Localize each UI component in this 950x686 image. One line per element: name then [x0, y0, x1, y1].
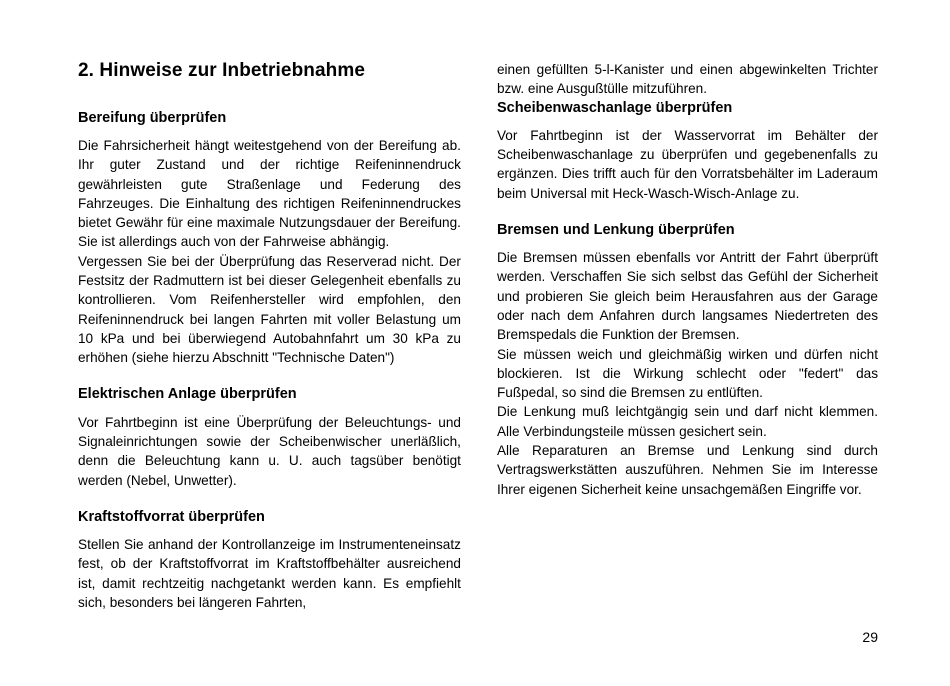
right-column [497, 60, 878, 499]
section-bremsen-und-lenkung [497, 221, 878, 499]
section-heading: Kraftstoffvorrat überprüfen [78, 508, 265, 525]
paragraph: Stellen Sie anhand der Kontrollanzeige im Instrumenteneinsatz fest, ob der Kraftstoffvorrat im Kraftstoffbehälter ausreichend ist, damit rechtzeitig nachgetankt werden kann. Es empfiehlt sich, besonders bei längeren Fahrten, [78, 536, 461, 610]
page-number: 29 [862, 629, 878, 645]
left-column [78, 60, 461, 612]
paragraph-continuation: einen gefüllten 5-l-Kanister und einen abgewinkelten Trichter bzw. eine Ausgußtülle mitzuführen. [496, 62, 878, 97]
section-kraftstoffvorrat [78, 508, 461, 612]
paragraph: Die Bremsen müssen ebenfalls vor Antritt der Fahrt überprüft werden. Verschaffen Sie sich selbst das Gefühl der Sicherheit und probieren Sie gleich beim Herausfahren aus der Garage oder nach dem Anfahren durch langsames Niedertreten des Bremspedals die Funktion der Bremsen. [496, 250, 878, 343]
paragraph: Alle Reparaturen an Bremse und Lenkung sind durch Vertragswerkstätten auszuführen. Nehmen Sie im Interesse Ihrer eigenen Sicherheit keine unsachgemäßen Eingriffe vor. [496, 443, 878, 497]
page-title: 2. Hinweise zur Inbetriebnahme [78, 60, 366, 81]
paragraph: Die Lenkung muß leichtgängig sein und darf nicht klemmen. Alle Verbindungsteile müssen gesichert sein. [496, 404, 878, 439]
section-heading: Scheibenwaschanlage überprüfen [496, 99, 733, 116]
section-bereifung [78, 109, 461, 368]
paragraph: Sie müssen weich und gleichmäßig wirken und dürfen nicht blockieren. Ist die Wirkung schlecht oder "federt" das Fußpedal, so sind die Bremsen zu entlüften. [496, 346, 878, 401]
paragraph: Vor Fahrtbeginn ist der Wasservorrat im Behälter der Scheibenwaschanlage zu überprüfen und gegebenenfalls zu ergänzen. Dies trifft auch für den Vorratsbehälter im Laderaum beim Universal mit Heck-Wasch-Wisch-Anlage zu. [496, 127, 878, 201]
section-heading: Bremsen und Lenkung überprüfen [496, 221, 735, 238]
section-heading: Bereifung überprüfen [78, 109, 227, 126]
section-scheibenwaschanlage [497, 99, 878, 203]
paragraph: Vor Fahrtbeginn ist eine Überprüfung der Beleuchtungs- und Signaleinrichtungen sowie der Scheibenwischer unerläßlich, denn die Beleuchtung kann u. U. auch tagsüber benötigt werden (Nebel, Unwetter). [78, 414, 461, 488]
section-elektrische-anlage [78, 385, 461, 489]
section-heading: Elektrischen Anlage überprüfen [78, 386, 297, 403]
two-column-layout [78, 60, 878, 612]
paragraph: Die Fahrsicherheit hängt weitestgehend von der Bereifung ab. Ihr guter Zustand und der richtige Reifeninnendruck gewährleisten gute Straßenlage und Federung des Fahrzeuges. Die Einhaltung des richtigen Reifeninnendruckes bietet Gewähr für eine maximale Nutzungsdauer der Bereifung. Sie ist allerdings auch von der Fahrweise abhängig. [78, 137, 461, 250]
paragraph: Vergessen Sie bei der Überprüfung das Reserverad nicht. Der Festsitz der Radmuttern ist bei dieser Gelegenheit ebenfalls zu kontrollieren. Vom Reifenhersteller wird empfohlen, den Reifeninnendruck bei langen Fahrten mit voller Belastung um 10 kPa und bei überwiegend Autobahnfahrt um 30 kPa zu erhöhen (siehe hierzu Abschnitt "Technische Daten") [78, 253, 461, 366]
